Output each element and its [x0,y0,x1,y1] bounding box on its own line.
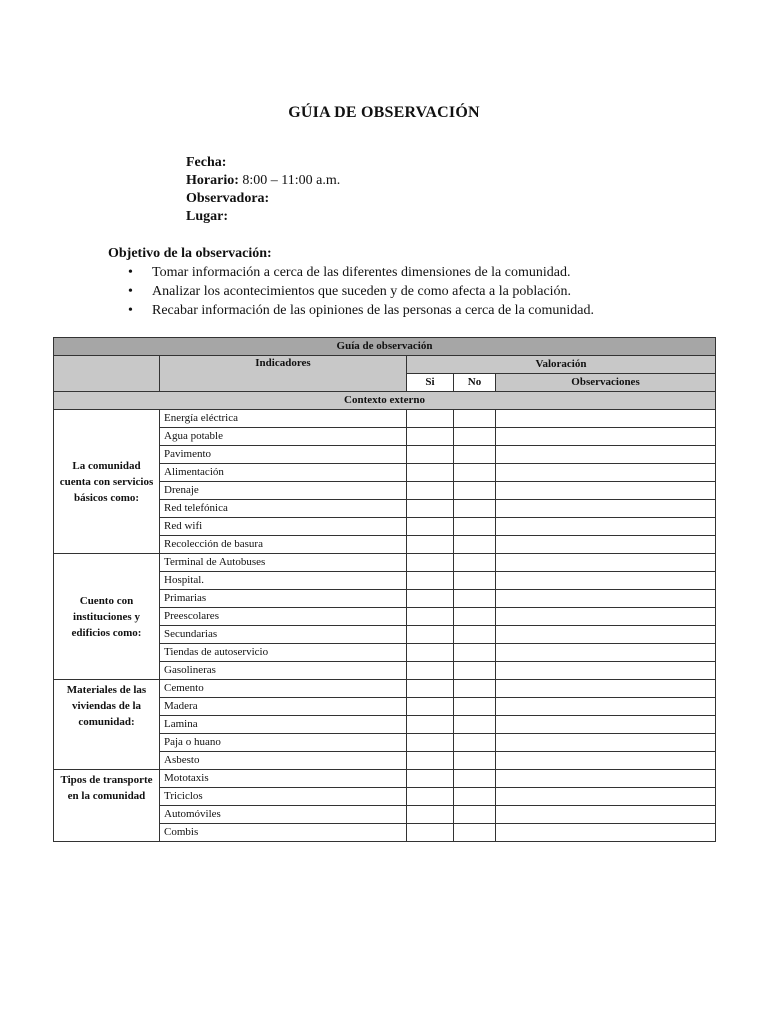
observaciones-cell[interactable] [496,788,716,806]
observaciones-cell[interactable] [496,464,716,482]
lugar-line [186,208,340,226]
lugar-label: Lugar: [186,209,228,224]
meta-block [186,154,340,226]
group-label: Tipos de transporte en la comunidad [54,770,160,842]
si-cell[interactable] [407,590,454,608]
group-label: Cuento con instituciones y edificios como: [54,554,160,680]
si-cell[interactable] [407,734,454,752]
horario-line [186,172,340,190]
si-cell[interactable] [407,536,454,554]
table-row [54,770,716,788]
no-cell[interactable] [454,572,496,590]
si-cell[interactable] [407,806,454,824]
si-cell[interactable] [407,770,454,788]
observaciones-cell[interactable] [496,752,716,770]
observaciones-cell[interactable] [496,572,716,590]
observaciones-cell[interactable] [496,500,716,518]
objective-title: Objetivo de la observación: [108,246,272,261]
table-caption: Guía de observación [54,338,716,356]
no-cell[interactable] [454,410,496,428]
horario-value: 8:00 – 11:00 a.m. [242,173,341,188]
observaciones-cell[interactable] [496,482,716,500]
si-cell[interactable] [407,482,454,500]
no-cell[interactable] [454,626,496,644]
indicator-cell: Cemento [160,680,407,698]
observaciones-cell[interactable] [496,770,716,788]
no-cell[interactable] [454,734,496,752]
no-cell[interactable] [454,644,496,662]
section-label: Contexto externo [54,392,716,410]
fecha-line [186,154,340,172]
no-cell[interactable] [454,554,496,572]
observaciones-cell[interactable] [496,554,716,572]
no-cell[interactable] [454,518,496,536]
objective-bullet: • Recabar información de las opiniones de las personas a cerca de la comunidad. [108,301,594,320]
observadora-label: Observadora: [186,191,270,206]
si-cell[interactable] [407,428,454,446]
observaciones-cell[interactable] [496,698,716,716]
observaciones-cell[interactable] [496,680,716,698]
no-cell[interactable] [454,806,496,824]
table-body [54,410,716,842]
indicator-cell: Primarias [160,590,407,608]
no-cell[interactable] [454,698,496,716]
indicator-cell: Madera [160,698,407,716]
observaciones-cell[interactable] [496,608,716,626]
si-cell[interactable] [407,608,454,626]
table-row [54,554,716,572]
indicator-cell: Combis [160,824,407,842]
no-cell[interactable] [454,446,496,464]
indicator-cell: Red wifi [160,518,407,536]
observaciones-cell[interactable] [496,662,716,680]
observaciones-cell[interactable] [496,428,716,446]
indicator-cell: Energía eléctrica [160,410,407,428]
si-cell[interactable] [407,572,454,590]
si-header: Si [407,374,454,392]
valoracion-header: Valoración [407,356,716,374]
table-row [54,680,716,698]
observaciones-cell[interactable] [496,824,716,842]
observation-table [53,337,716,842]
no-cell[interactable] [454,788,496,806]
indicadores-header: Indicadores [160,356,407,392]
observaciones-cell[interactable] [496,590,716,608]
no-cell[interactable] [454,752,496,770]
si-cell[interactable] [407,518,454,536]
si-cell[interactable] [407,554,454,572]
group-label: La comunidad cuenta con servicios básicos como: [54,410,160,554]
si-cell[interactable] [407,446,454,464]
no-cell[interactable] [454,500,496,518]
si-cell[interactable] [407,788,454,806]
observaciones-cell[interactable] [496,734,716,752]
observaciones-cell[interactable] [496,644,716,662]
indicator-cell: Asbesto [160,752,407,770]
observaciones-cell[interactable] [496,626,716,644]
si-cell[interactable] [407,662,454,680]
no-cell[interactable] [454,716,496,734]
horario-label: Horario: [186,173,239,188]
observaciones-cell[interactable] [496,446,716,464]
observaciones-cell[interactable] [496,716,716,734]
indicator-cell: Alimentación [160,464,407,482]
objective-section [108,244,594,320]
indicator-cell: Gasolineras [160,662,407,680]
si-cell[interactable] [407,716,454,734]
si-cell[interactable] [407,824,454,842]
observaciones-cell[interactable] [496,806,716,824]
indicator-cell: Mototaxis [160,770,407,788]
indicator-cell: Hospital. [160,572,407,590]
indicator-cell: Secundarias [160,626,407,644]
no-cell[interactable] [454,482,496,500]
indicator-cell: Tiendas de autoservicio [160,644,407,662]
si-cell[interactable] [407,626,454,644]
si-cell[interactable] [407,500,454,518]
indicator-cell: Recolección de basura [160,536,407,554]
indicator-cell: Drenaje [160,482,407,500]
no-cell[interactable] [454,770,496,788]
page-title: GÚIA DE OBSERVACIÓN [288,104,480,121]
si-cell[interactable] [407,698,454,716]
objective-list [108,263,594,320]
si-cell[interactable] [407,464,454,482]
indicator-cell: Triciclos [160,788,407,806]
no-cell[interactable] [454,662,496,680]
indicator-cell: Agua potable [160,428,407,446]
no-cell[interactable] [454,824,496,842]
no-cell[interactable] [454,428,496,446]
si-cell[interactable] [407,644,454,662]
objective-bullet: • Analizar los acontecimientos que suceden y de como afecta a la población. [108,282,594,301]
fecha-label: Fecha: [186,155,227,170]
observaciones-cell[interactable] [496,518,716,536]
no-cell[interactable] [454,590,496,608]
no-cell[interactable] [454,608,496,626]
no-cell[interactable] [454,464,496,482]
indicator-cell: Pavimento [160,446,407,464]
group-label: Materiales de las viviendas de la comunidad: [54,680,160,770]
si-cell[interactable] [407,680,454,698]
no-cell[interactable] [454,536,496,554]
indicator-cell: Automóviles [160,806,407,824]
no-cell[interactable] [454,680,496,698]
indicator-cell: Lamina [160,716,407,734]
objective-bullet: • Tomar información a cerca de las diferentes dimensiones de la comunidad. [108,263,594,282]
no-header: No [454,374,496,392]
table-corner-cell [54,356,160,392]
observadora-line [186,190,340,208]
indicator-cell: Terminal de Autobuses [160,554,407,572]
observaciones-header: Observaciones [496,374,716,392]
indicator-cell: Red telefónica [160,500,407,518]
si-cell[interactable] [407,752,454,770]
table-row [54,410,716,428]
observaciones-cell[interactable] [496,410,716,428]
si-cell[interactable] [407,410,454,428]
indicator-cell: Preescolares [160,608,407,626]
observaciones-cell[interactable] [496,536,716,554]
indicator-cell: Paja o huano [160,734,407,752]
